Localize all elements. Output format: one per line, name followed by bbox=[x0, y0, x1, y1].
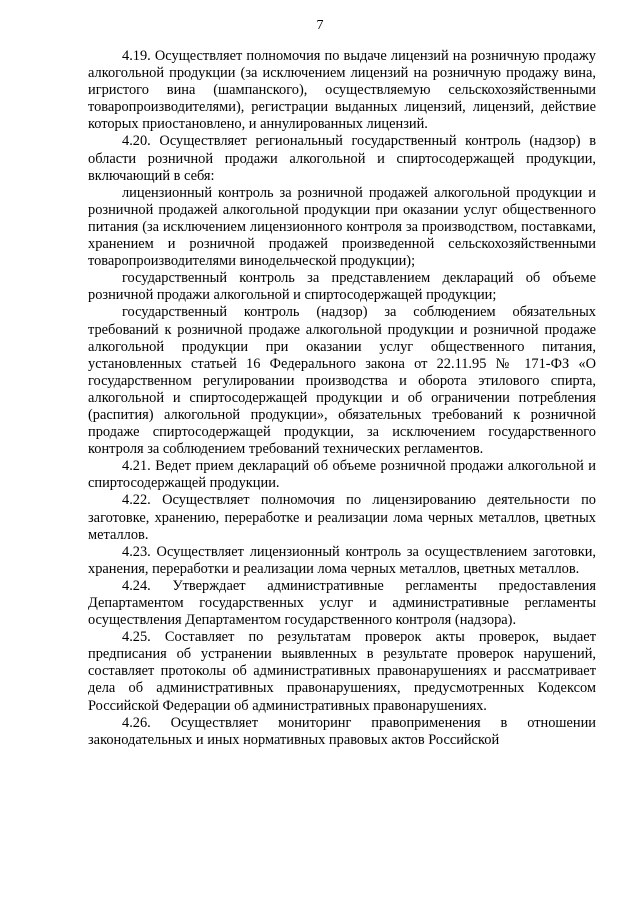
paragraph-4-26: 4.26. Осуществляет мониторинг правоприменения в отношении законодательных и иных нормативных правовых актов Российской bbox=[88, 714, 596, 748]
paragraph-4-24: 4.24. Утверждает административные регламенты предоставления Департаментом государственных услуг и административные регламенты осуществления Департаментом государственного контроля (надзора). bbox=[88, 577, 596, 629]
paragraph-4-23: 4.23. Осуществляет лицензионный контроль за осуществлением заготовки, хранения, переработки и реализации лома черных металлов, цветных металлов. bbox=[88, 543, 596, 577]
paragraph-4-21: 4.21. Ведет прием деклараций об объеме розничной продажи алкогольной и спиртосодержащей продукции. bbox=[88, 458, 596, 492]
paragraph-4-20: 4.20. Осуществляет региональный государственный контроль (надзор) в области розничной продажи алкогольной и спиртосодержащей продукции, включающий в себя: bbox=[88, 133, 596, 184]
paragraph-4-25: 4.25. Составляет по результатам проверок акты проверок, выдает предписания об устранении выявленных в результате проверок нарушений, составляет протоколы об административных правонарушениях и рассматривает дела об административных правонарушениях, предусмотренных Кодексом Российской Федерации об административных правонарушениях. bbox=[88, 629, 596, 714]
paragraph-declaration-control: государственный контроль за представлением деклараций об объеме розничной продажи алкогольной и спиртосодержащей продукции; bbox=[88, 270, 596, 304]
document-body bbox=[88, 48, 596, 749]
page-number: 7 bbox=[316, 18, 324, 33]
paragraph-4-22: 4.22. Осуществляет полномочия по лицензированию деятельности по заготовке, хранению, переработке и реализации лома черных металлов, цветных металлов. bbox=[88, 492, 596, 543]
paragraph-4-19: 4.19. Осуществляет полномочия по выдаче лицензий на розничную продажу алкогольной продукции (за исключением лицензий на розничную продажу вина, игристого вина (шампанского), осуществляемую сельскохозяйственными товаропроизводителями), регистрации выданных лицензий, лицензий, действие которых приостановлено, и аннулированных лицензий. bbox=[88, 48, 596, 133]
paragraph-requirements-control: государственный контроль (надзор) за соблюдением обязательных требований к розничной продаже алкогольной продукции и розничной продаже алкогольной продукции при оказании услуг общественного питания, установленных статьей 16 Федерального закона от 22.11.95 № 171-ФЗ «О государственном регулировании производства и оборота этилового спирта, алкогольной и спиртосодержащей продукции и об ограничении потребления (распития) алкогольной продукции», обязательных требований к розничной продаже спиртосодержащей продукции, за исключением государственного контроля за соблюдением требований технических регламентов. bbox=[88, 304, 596, 458]
paragraph-license-control: лицензионный контроль за розничной продажей алкогольной продукции и розничной продажей алкогольной продукции при оказании услуг общественного питания (за исключением лицензионного контроля за производством, поставками, хранением и розничной продажей произведенной сельскохозяйственными товаропроизводителями винодельческой продукции); bbox=[88, 184, 596, 270]
